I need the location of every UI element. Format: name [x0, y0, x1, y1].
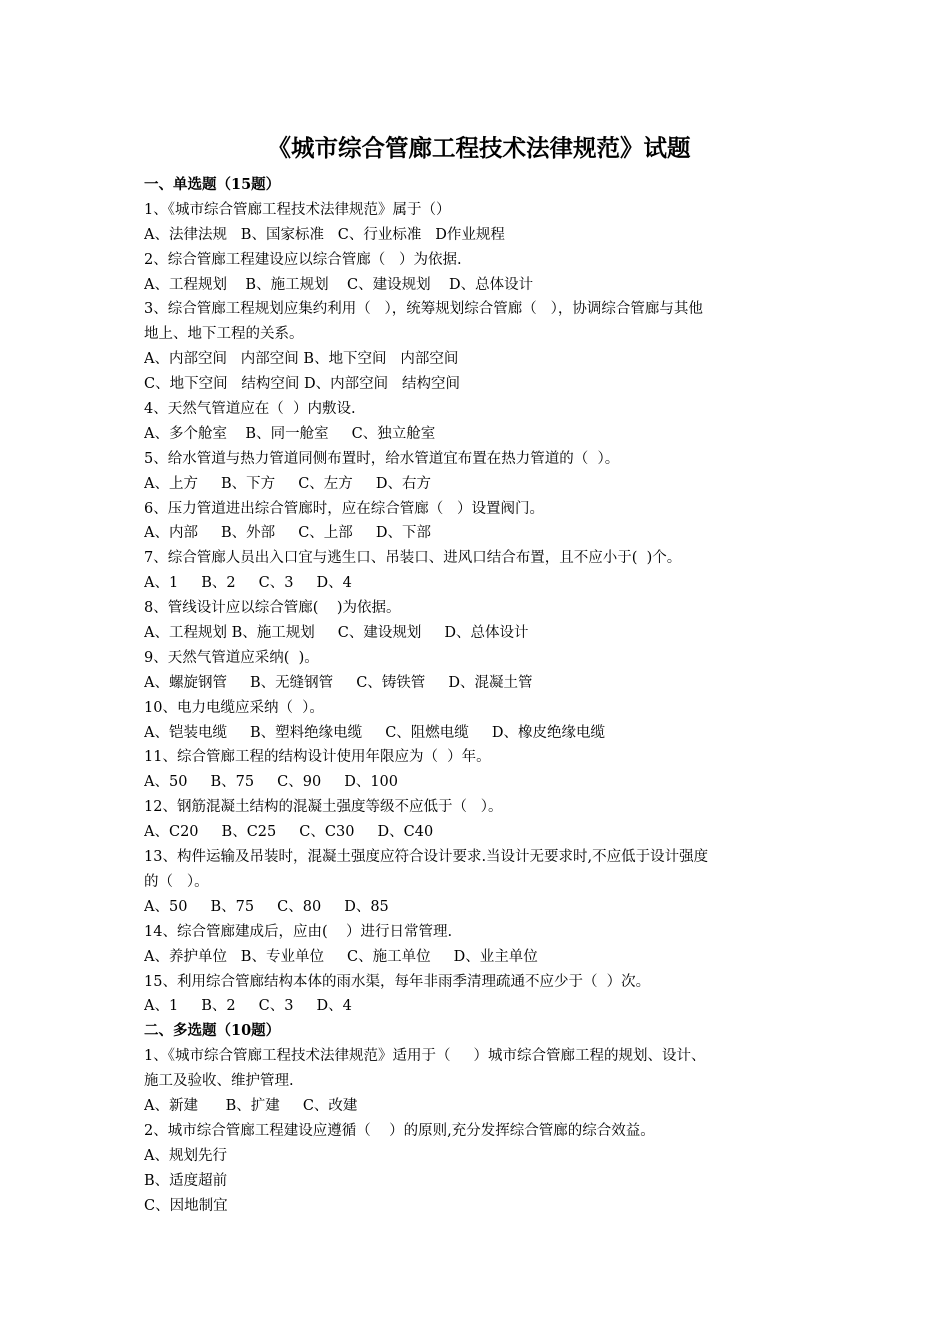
document-page	[144, 128, 814, 1218]
text-line: A、工程规划 B、施工规划 C、建设规划 D、总体设计	[144, 276, 534, 293]
text-line: A、养护单位 B、专业单位 C、施工单位 D、业主单位	[144, 948, 538, 965]
text-line: 7、综合管廊人员出入口宜与逃生口、吊装口、进风口结合布置，且不应小于( )个。	[144, 550, 682, 567]
text-line: 15、利用综合管廊结构本体的雨水渠，每年非雨季清理疏通不应少于（ ）次。	[144, 973, 651, 990]
text-line: B、适度超前	[144, 1172, 228, 1189]
text-line: C、因地制宜	[144, 1197, 228, 1214]
question-list	[144, 173, 814, 1218]
text-line: A、50 B、75 C、80 D、85	[144, 898, 389, 915]
text-line: A、上方 B、下方 C、左方 D、右方	[144, 475, 431, 492]
text-line: A、1 B、2 C、3 D、4	[144, 575, 352, 592]
text-line: 3、综合管廊工程规划应集约利用（ ），统筹规划综合管廊（ ），协调综合管廊与其他	[144, 301, 703, 318]
section-heading: 一、单选题（15题）	[144, 176, 281, 193]
text-line: 施工及验收、维护管理.	[144, 1073, 294, 1090]
text-line: 1、《城市综合管廊工程技术法律规范》适用于（ ）城市综合管廊工程的规划、设计、	[144, 1048, 706, 1065]
text-line: 1、《城市综合管廊工程技术法律规范》属于（）	[144, 201, 451, 218]
text-line: A、C20 B、C25 C、C30 D、C40	[144, 824, 434, 841]
text-line: 12、钢筋混凝土结构的混凝土强度等级不应低于（ ）。	[144, 799, 503, 816]
text-line: A、法律法规 B、国家标准 C、行业标准 D作业规程	[144, 226, 505, 243]
text-line: A、规划先行	[144, 1147, 227, 1164]
text-line: 4、天然气管道应在（ ）内敷设.	[144, 401, 356, 418]
text-line: 的（ ）。	[144, 873, 209, 890]
text-line: A、多个舱室 B、同一舱室 C、独立舱室	[144, 425, 436, 442]
section-heading: 二、多选题（10题）	[144, 1022, 281, 1040]
text-line: 5、给水管道与热力管道同侧布置时，给水管道宜布置在热力管道的（ ）。	[144, 450, 620, 467]
text-line: A、1 B、2 C、3 D、4	[144, 998, 352, 1015]
text-line: A、工程规划 B、施工规划 C、建设规划 D、总体设计	[144, 625, 529, 642]
text-line: 地上、地下工程的关系。	[144, 326, 304, 343]
text-line: C、地下空间 结构空间 D、内部空间 结构空间	[144, 376, 460, 393]
document-title: 《城市综合管廊工程技术法律规范》试题	[267, 134, 691, 162]
text-line: A、新建 B、扩建 C、改建	[144, 1097, 358, 1114]
text-line: A、内部 B、外部 C、上部 D、下部	[144, 525, 431, 542]
text-line: A、螺旋钢管 B、无缝钢管 C、铸铁管 D、混凝土管	[144, 674, 533, 691]
text-line: A、内部空间 内部空间 B、地下空间 内部空间	[144, 351, 459, 368]
text-line: 2、城市综合管廊工程建设应遵循（ ）的原则,充分发挥综合管廊的综合效益。	[144, 1122, 655, 1139]
text-line: 13、构件运输及吊装时，混凝土强度应符合设计要求.当设计无要求时,不应低于设计强度	[144, 849, 709, 866]
text-line: A、50 B、75 C、90 D、100	[144, 774, 399, 791]
text-line: 8、管线设计应以综合管廊( )为依据。	[144, 600, 401, 617]
text-line: A、铠装电缆 B、塑料绝缘电缆 C、阻燃电缆 D、橡皮绝缘电缆	[144, 724, 605, 741]
text-line: 14、综合管廊建成后，应由( ）进行日常管理.	[144, 923, 453, 940]
text-line: 9、天然气管道应采纳( )。	[144, 649, 319, 666]
text-line: 6、压力管道进出综合管廊时，应在综合管廊（ ）设置阀门。	[144, 500, 545, 517]
text-line: 11、综合管廊工程的结构设计使用年限应为（ ）年。	[144, 749, 491, 766]
text-line: 10、电力电缆应采纳（ ）。	[144, 699, 324, 716]
text-line: 2、综合管廊工程建设应以综合管廊（ ）为依据.	[144, 251, 462, 268]
